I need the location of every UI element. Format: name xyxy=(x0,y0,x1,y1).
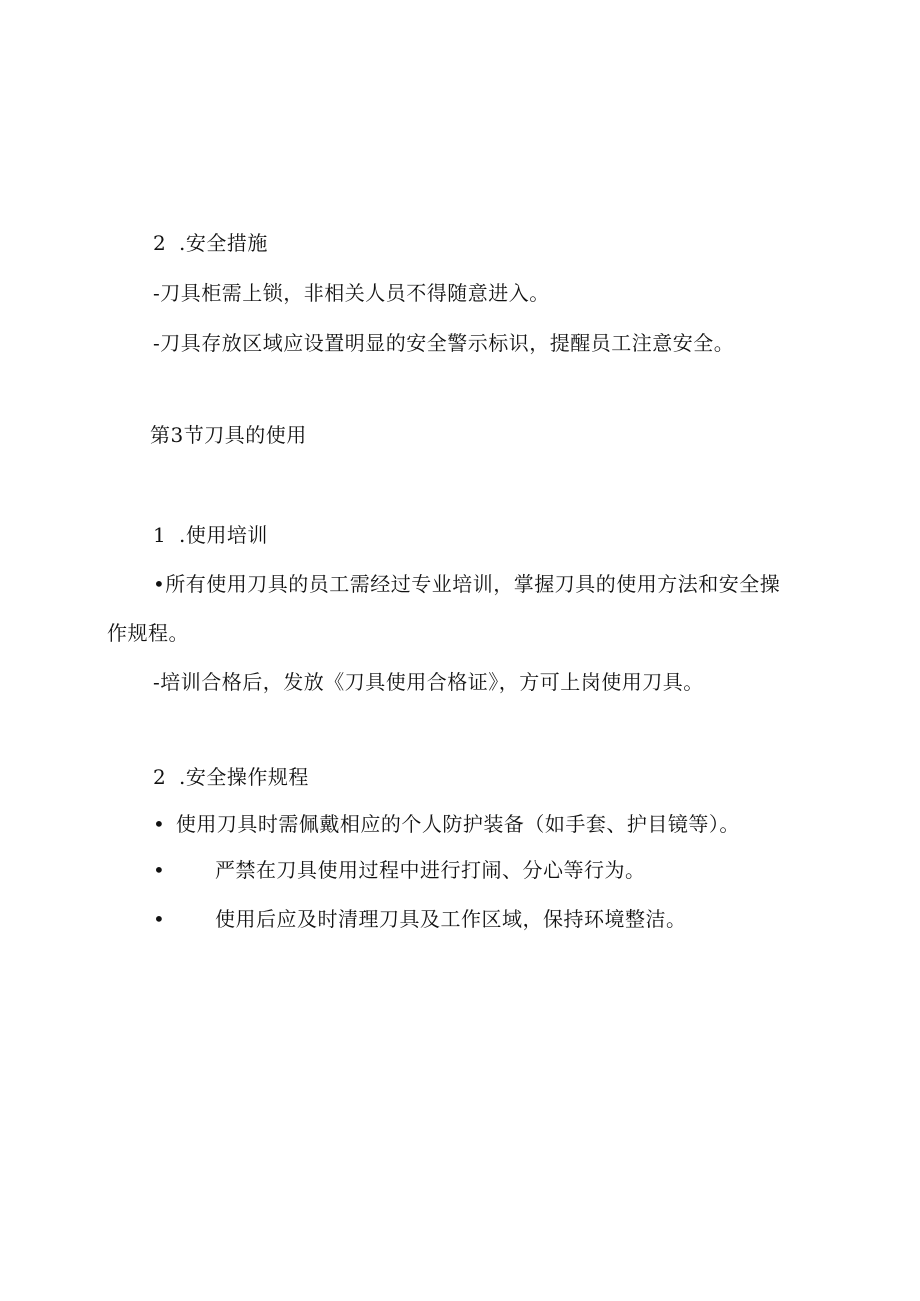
list-item xyxy=(153,857,646,883)
section-title: .安全措施 xyxy=(179,231,268,255)
bullet-icon: • xyxy=(153,812,166,836)
section-number: 1 xyxy=(153,523,167,547)
list-item xyxy=(153,906,687,932)
list-item-text: 严禁在刀具使用过程中进行打闹、分心等行为。 xyxy=(215,858,646,882)
list-item xyxy=(153,811,740,837)
bullet-icon: • xyxy=(153,858,166,882)
section-number: 2 xyxy=(153,231,167,255)
section-title: .安全操作规程 xyxy=(179,765,309,789)
list-item-text: 使用刀具时需佩戴相应的个人防护装备（如手套、护目镜等）。 xyxy=(175,812,740,836)
section-2-heading xyxy=(153,230,268,256)
bullet-icon: • xyxy=(153,907,166,931)
list-item: •所有使用刀具的员工需经过专业培训，掌握刀具的使用方法和安全操 xyxy=(153,572,781,596)
subsection-2-heading xyxy=(153,764,309,790)
list-item: -培训合格后，发放《刀具使用合格证》，方可上岗使用刀具。 xyxy=(153,670,704,694)
list-item-text: 使用后应及时清理刀具及工作区域，保持环境整洁。 xyxy=(215,907,687,931)
section-title: .使用培训 xyxy=(179,523,268,547)
list-item: -刀具柜需上锁，非相关人员不得随意进入。 xyxy=(153,281,550,305)
chapter-heading: 第3节刀具的使用 xyxy=(150,423,307,447)
section-number: 2 xyxy=(153,765,167,789)
list-item: -刀具存放区域应设置明显的安全警示标识，提醒员工注意安全。 xyxy=(153,331,735,355)
subsection-1-heading xyxy=(153,522,268,548)
list-item-continuation: 作规程。 xyxy=(107,621,189,645)
